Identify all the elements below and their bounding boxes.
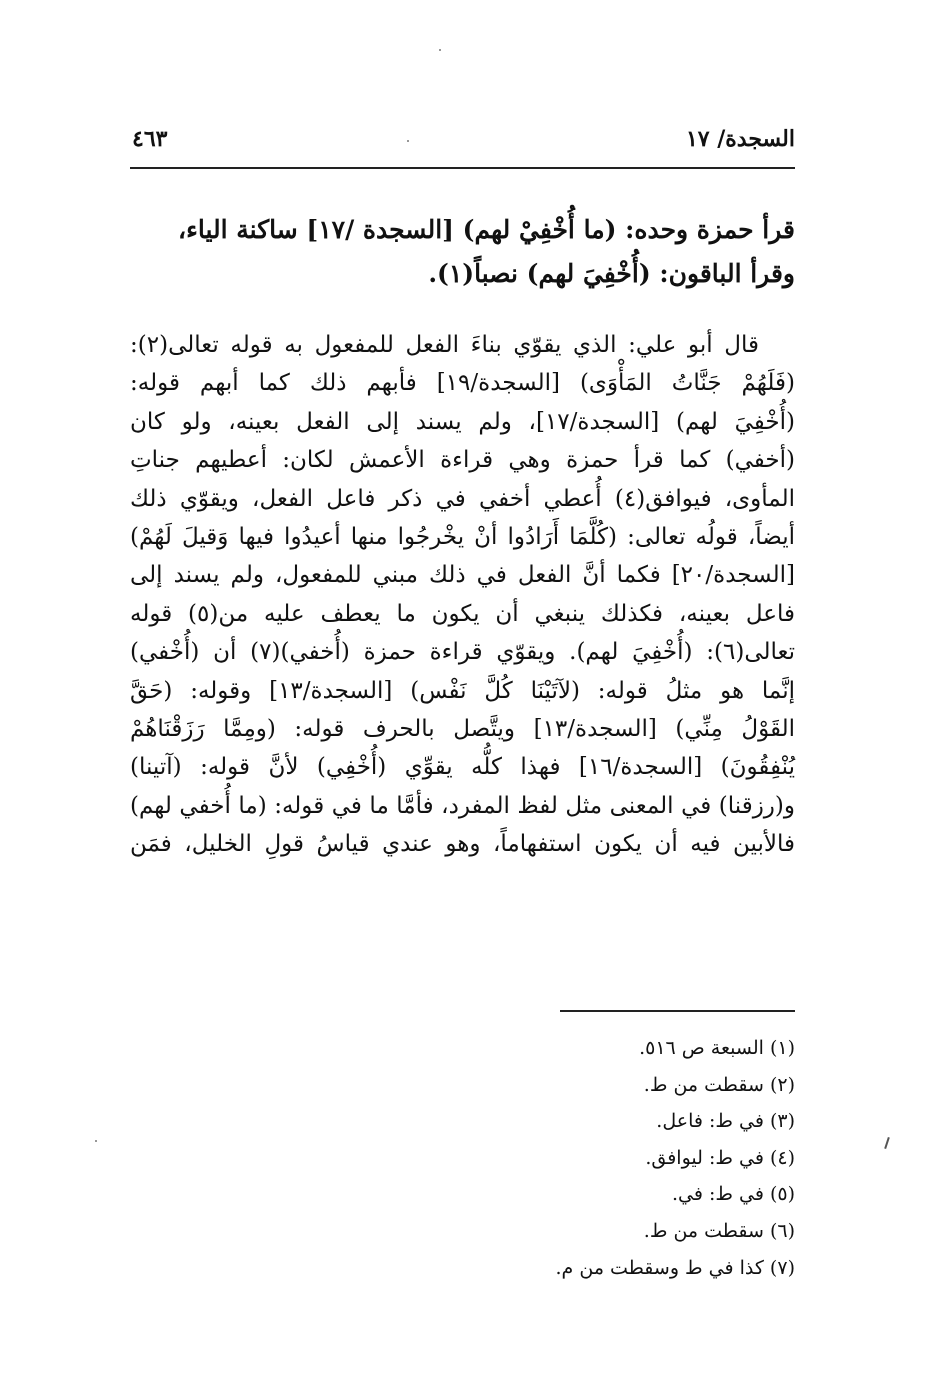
commentary-line: تعالى(٦): (أُخْفِيَ لهم). ويقوّي قراءة حمزة (أُخفي)(٧) أن (أُخْفي) xyxy=(130,639,795,666)
commentary-line: المأوى، فيوافق(٤) أُعطي أخفي في ذكر فاعل الفعل، ويقوّي ذلك xyxy=(130,485,795,512)
scan-speck xyxy=(95,1140,97,1142)
commentary-line: (أخفي) كما قرأ حمزة وهي قراءة الأعمش لكان: أعطيهم جناتِ xyxy=(130,447,795,474)
commentary-line: فاعل بعينه، فكذلك ينبغي أن يكون ما يعطف عليه من(٥) قوله xyxy=(130,600,795,627)
commentary-line: فالأبين فيه أن يكون استفهاماً، وهو عندي قياسُ قولِ الخليل، فمَن xyxy=(130,831,795,858)
footnote-item: (٧) كذا في ط وسقطت من م. xyxy=(555,1256,795,1279)
reading-line-2: وقرأ الباقون: (أُخْفِيَ لهم) نصباً(١). xyxy=(428,259,795,288)
commentary-line: (فَلَهُمْ جَنَّاتُ المَأْوَى) [السجدة/١٩] فأبهم ذلك كما أبهم قوله: xyxy=(130,370,795,397)
commentary-line: أيضاً، قولُه تعالى: (كُلَّمَا أَرَادُوا أنْ يخْرجُوا منها أعيدُوا فيها وَقيلَ لَهُمْ) xyxy=(130,524,795,551)
header-surah-reference: السجدة/ ١٧ xyxy=(685,126,795,152)
commentary-line: يُنْفِقُونَ) [السجدة/١٦] فهذا كلُّه يقوِّي (أُخْفِي) لأنَّ قوله: (آتينا) xyxy=(130,754,795,781)
footnote-divider xyxy=(560,1010,795,1012)
scan-speck xyxy=(439,49,441,51)
running-header xyxy=(130,122,795,166)
reading-line-1: قرأ حمزة وحده: (ما أُخْفِيْ لهم) [السجدة /١٧] ساكنة الياء، xyxy=(178,215,795,244)
commentary-line: و(رزقنا) في المعنى مثل لفظ المفرد، فأمَّا ما في قوله: (ما أُخفي لهم) xyxy=(130,792,795,819)
commentary-line: القَوْلُ مِنِّي) [السجدة/١٣] ويتَّصل بالحرف قوله: (ومِمَّا رَزَقْنَاهُمْ xyxy=(130,716,796,743)
footnote-item: (٢) سقطت من ط. xyxy=(643,1073,795,1096)
footnote-item: (٦) سقطت من ط. xyxy=(643,1219,795,1242)
scan-speck xyxy=(407,140,409,142)
commentary-line: قال أبو علي: الذي يقوّي بناءَ الفعل للمفعول به قوله تعالى(٢): xyxy=(130,332,759,358)
commentary-line: [السجدة/٢٠] فكما أنَّ الفعل في ذلك مبني للمفعول، ولم يسند إلى xyxy=(130,562,795,589)
commentary-line: (أُخْفِيَ لهم) [السجدة/١٧]، ولم يسند إلى الفعل بعينه، ولو كان xyxy=(130,408,795,435)
footnote-item: (٣) في ط: فاعل. xyxy=(656,1110,795,1133)
scan-mark xyxy=(884,1137,890,1149)
page-number: ٤٦٣ xyxy=(132,126,168,152)
footnotes-list xyxy=(400,1030,795,1286)
footnote-item: (١) السبعة ص ٥١٦. xyxy=(639,1037,795,1059)
reading-statement xyxy=(130,208,795,296)
commentary-line: إنَّما هو مثلُ قوله: (لآتَيْنَا كُلَّ نَفْس) [السجدة/١٣] وقوله: (حَقَّ xyxy=(130,677,795,704)
commentary-paragraph xyxy=(130,326,795,864)
footnote-item: (٥) في ط: في. xyxy=(671,1183,795,1206)
header-divider xyxy=(130,167,795,169)
footnote-item: (٤) في ط: ليوافق. xyxy=(645,1146,795,1169)
